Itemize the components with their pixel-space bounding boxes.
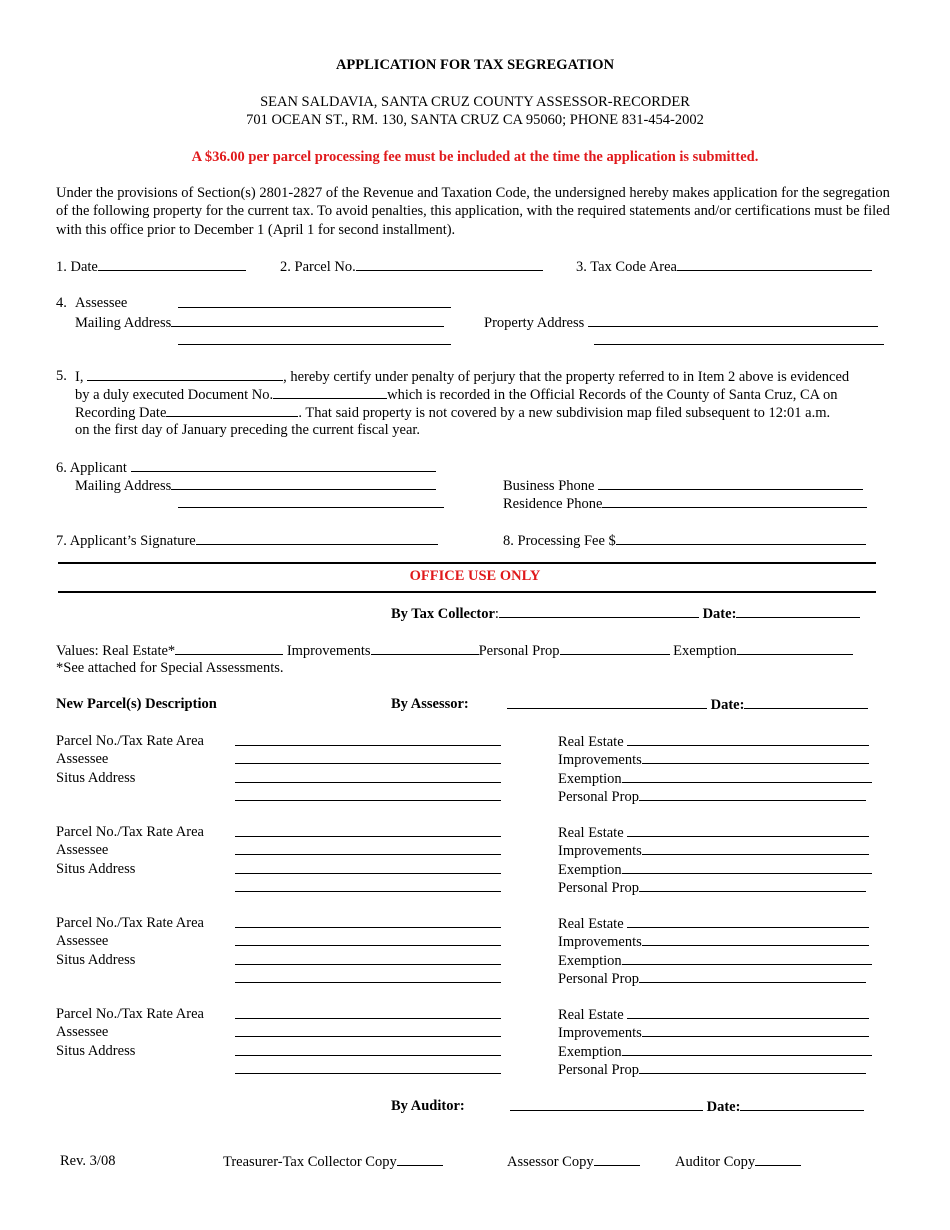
mailing-address-label: Mailing Address: [75, 315, 172, 331]
parcel-value-label: Personal Prop: [558, 879, 639, 896]
parcel-value-label: Exemption: [558, 861, 622, 878]
parcel-value-label: Real Estate: [558, 1007, 624, 1023]
parcel-value-field[interactable]: [558, 878, 866, 897]
recording-date-input[interactable]: [166, 403, 298, 417]
by-auditor-label: By Auditor:: [391, 1098, 465, 1114]
revision-label: Rev. 3/08: [60, 1153, 116, 1169]
parcel-left-label: Parcel No./Tax Rate Area: [56, 733, 204, 749]
certifier-name-input[interactable]: [87, 367, 283, 381]
by-tax-collector-label: By Tax Collector: [391, 606, 495, 622]
parcel-value-field[interactable]: [558, 750, 869, 769]
parcel-left-label: Situs Address: [56, 860, 136, 877]
office-line-2: 701 OCEAN ST., RM. 130, SANTA CRUZ CA 95060; PHONE 831-454-2002: [246, 112, 704, 128]
signature-label: 7. Applicant’s Signature: [56, 533, 196, 549]
parcel-value-label: Real Estate: [558, 916, 624, 932]
parcel-value-label: Personal Prop: [558, 1061, 639, 1078]
tax-collector-date-label: Date:: [702, 606, 737, 622]
parcel-value-field[interactable]: [558, 841, 869, 860]
parcel-left-label: Situs Address: [56, 769, 136, 786]
applicant-mailing-field[interactable]: [75, 476, 436, 495]
processing-fee-field[interactable]: [503, 531, 866, 550]
parcel-left-input[interactable]: [235, 914, 501, 928]
parcel-left-input[interactable]: [235, 732, 501, 746]
cert-line-1: I, , hereby certify under penalty of perjury that the property referred to in Item 2 above is evidenced: [75, 369, 850, 385]
parcel-left-label: Assessee: [56, 751, 109, 768]
residence-phone-label: Residence Phone: [503, 496, 603, 512]
parcel-value-field[interactable]: [558, 914, 869, 933]
parcel-left-input[interactable]: [235, 951, 501, 965]
treasurer-copy[interactable]: Treasurer-Tax Collector Copy: [223, 1152, 443, 1171]
parcel-value-field[interactable]: [558, 951, 872, 970]
parcel-value-field[interactable]: [558, 732, 869, 751]
tax-code-label: 3. Tax Code Area: [576, 259, 677, 275]
auditor-copy[interactable]: Auditor Copy: [675, 1152, 801, 1171]
applicant-mailing-label: Mailing Address: [75, 478, 172, 494]
assessee-label: Assessee: [75, 295, 128, 311]
mailing-address-field[interactable]: [75, 313, 444, 332]
residence-phone-field[interactable]: [503, 494, 867, 513]
parcel-value-field[interactable]: [558, 1005, 869, 1024]
parcel-value-field[interactable]: [558, 769, 872, 788]
values-row[interactable]: Values: Real Estate* Improvements Personal Prop Exemption: [56, 641, 853, 660]
mailing-address-line2[interactable]: [178, 331, 451, 345]
parcel-left-input[interactable]: [235, 932, 501, 946]
by-assessor-label: By Assessor:: [391, 696, 469, 712]
applicant-field[interactable]: [56, 458, 436, 477]
parcel-value-label: Improvements: [558, 934, 642, 951]
item-5-number: 5.: [56, 368, 67, 384]
parcel-left-label: Situs Address: [56, 1042, 136, 1059]
assessor-date-label: Date:: [710, 697, 745, 713]
parcel-left-input[interactable]: [235, 769, 501, 783]
parcel-left-label: Assessee: [56, 933, 109, 950]
parcel-value-label: Exemption: [558, 1043, 622, 1060]
parcel-left-input[interactable]: [235, 841, 501, 855]
property-address-label: Property Address: [484, 315, 585, 331]
parcel-value-field[interactable]: [558, 787, 866, 806]
parcel-left-label: Assessee: [56, 1024, 109, 1041]
parcel-field[interactable]: [280, 257, 543, 276]
applicant-label: 6. Applicant: [56, 460, 127, 476]
tax-code-field[interactable]: [576, 257, 872, 276]
new-parcel-description-heading: New Parcel(s) Description: [56, 696, 217, 712]
form-title: APPLICATION FOR TAX SEGREGATION: [335, 57, 615, 73]
parcel-value-label: Real Estate: [558, 825, 624, 841]
parcel-value-label: Personal Prop: [558, 970, 639, 987]
parcel-left-label: Situs Address: [56, 951, 136, 968]
applicant-mailing-line2[interactable]: [178, 494, 444, 508]
fee-notice: A $36.00 per parcel processing fee must be included at the time the application is submitted.: [191, 149, 759, 165]
parcel-left-label: Assessee: [56, 842, 109, 859]
divider-bottom: [58, 591, 876, 593]
parcel-left-input[interactable]: [235, 1042, 501, 1056]
date-field[interactable]: [56, 257, 246, 276]
parcel-left-label: Parcel No./Tax Rate Area: [56, 824, 204, 840]
document-no-input[interactable]: [273, 385, 387, 399]
assessor-row[interactable]: [507, 695, 868, 714]
parcel-label: 2. Parcel No.: [280, 259, 356, 275]
parcel-value-label: Improvements: [558, 1025, 642, 1042]
parcel-value-field[interactable]: [558, 932, 869, 951]
parcel-value-field[interactable]: [558, 1060, 866, 1079]
parcel-left-input[interactable]: [235, 750, 501, 764]
item-4-number: 4.: [56, 295, 67, 311]
parcel-left-label: Parcel No./Tax Rate Area: [56, 1006, 204, 1022]
divider-top: [58, 562, 876, 564]
parcel-value-label: Exemption: [558, 770, 622, 787]
business-phone-field[interactable]: [503, 476, 863, 495]
signature-field[interactable]: [56, 531, 438, 550]
cert-line-3: Recording Date . That said property is not covered by a new subdivision map filed subsequent to 12:01 a.m.: [75, 405, 831, 421]
cert-line-2: by a duly executed Document No. which is recorded in the Official Records of the County of Santa Cruz, CA on: [75, 387, 838, 403]
parcel-left-input[interactable]: [235, 1060, 501, 1074]
parcel-left-input[interactable]: [235, 878, 501, 892]
parcel-value-label: Improvements: [558, 843, 642, 860]
processing-fee-label: 8. Processing Fee $: [503, 533, 616, 549]
parcel-value-label: Real Estate: [558, 734, 624, 750]
parcel-value-label: Personal Prop: [558, 788, 639, 805]
business-phone-label: Business Phone: [503, 478, 595, 494]
special-assessments-note: *See attached for Special Assessments.: [56, 660, 284, 676]
cert-line-4: on the first day of January preceding the current fiscal year.: [75, 422, 421, 438]
assessee-input[interactable]: [178, 294, 451, 308]
parcel-left-input[interactable]: [235, 787, 501, 801]
intro-paragraph: Under the provisions of Section(s) 2801-2827 of the Revenue and Taxation Code, the undersigned hereby makes application for the segregation of the following property for the current tax. To avoid penalties, this application, with the required statements and/or certifications must be filed with this office prior to December 1 (April 1 for second installment).: [56, 185, 890, 238]
parcel-left-input[interactable]: [235, 823, 501, 837]
parcel-value-label: Exemption: [558, 952, 622, 969]
property-address-line2[interactable]: [594, 331, 884, 345]
tax-collector-row[interactable]: By Tax Collector: Date:: [391, 604, 860, 623]
date-label: 1. Date: [56, 259, 98, 275]
parcel-left-input[interactable]: [235, 860, 501, 874]
parcel-left-label: Parcel No./Tax Rate Area: [56, 915, 204, 931]
auditor-row[interactable]: [510, 1097, 864, 1116]
assessor-copy[interactable]: Assessor Copy: [507, 1152, 640, 1171]
office-use-heading: OFFICE USE ONLY: [409, 568, 541, 584]
parcel-left-input[interactable]: [235, 1023, 501, 1037]
parcel-value-field[interactable]: [558, 860, 872, 879]
parcel-value-field[interactable]: [558, 823, 869, 842]
parcel-value-field[interactable]: [558, 969, 866, 988]
auditor-date-label: Date:: [706, 1099, 741, 1115]
parcel-value-field[interactable]: [558, 1042, 872, 1061]
parcel-left-input[interactable]: [235, 969, 501, 983]
parcel-value-field[interactable]: [558, 1023, 869, 1042]
parcel-value-label: Improvements: [558, 752, 642, 769]
property-address-field[interactable]: [484, 313, 878, 332]
office-line-1: SEAN SALDAVIA, SANTA CRUZ COUNTY ASSESSOR-RECORDER: [260, 94, 690, 110]
parcel-left-input[interactable]: [235, 1005, 501, 1019]
